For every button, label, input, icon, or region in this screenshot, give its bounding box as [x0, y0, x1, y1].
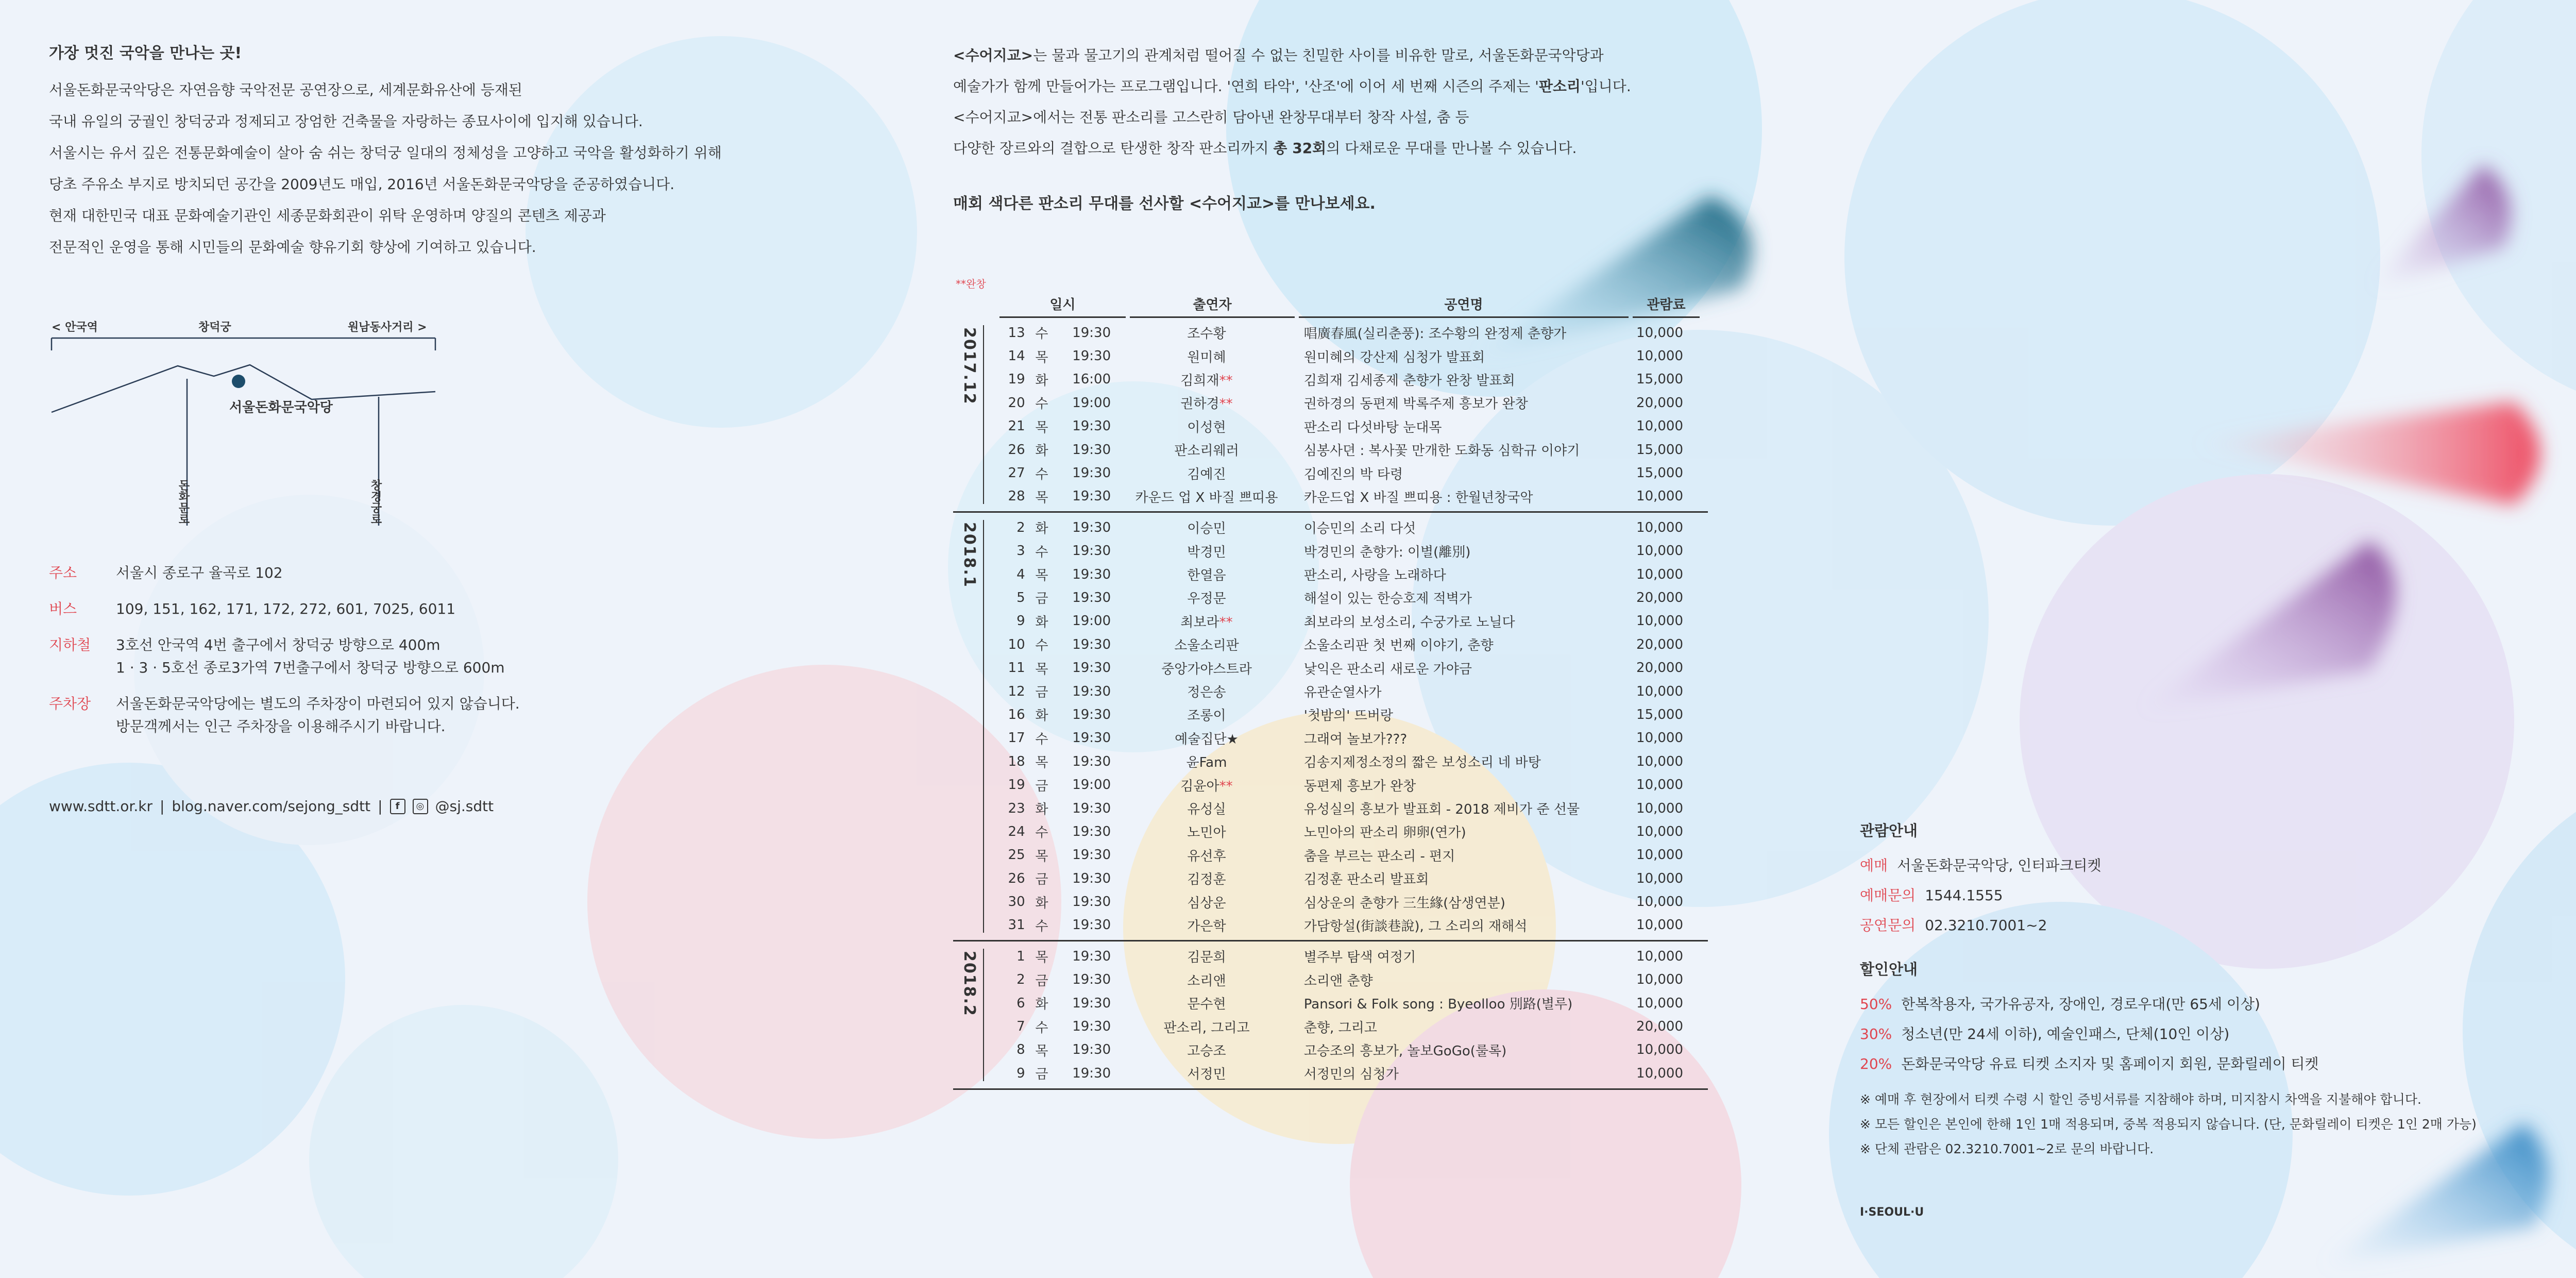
schedule-row: [953, 914, 1708, 937]
cell-show-title: 김정훈 판소리 발표회: [1303, 872, 1429, 888]
sponsor-logos: [1860, 1206, 2576, 1222]
cell-weekday: 목: [1035, 568, 1048, 584]
guide-row: 공연문의 02.3210.7001~2: [1860, 917, 2047, 934]
cell-price: 10,000: [1636, 325, 1684, 341]
cell-day: 9: [1016, 613, 1025, 629]
program-description: [953, 40, 1829, 164]
map-label-road1: 돈화문로: [177, 479, 190, 525]
cell-time: 19:00: [1072, 777, 1111, 793]
intro-line: 당초 주유소 부지로 방치되던 공간을 2009년도 매입, 2016년 서울돈화문국악당을 준공하였습니다.: [49, 176, 675, 193]
cell-weekday: 목: [1035, 419, 1048, 435]
cell-price: 10,000: [1636, 753, 1684, 769]
cell-performer: 김문희: [1187, 950, 1226, 966]
cell-time: 19:30: [1072, 995, 1111, 1011]
cell-time: 19:30: [1072, 683, 1111, 699]
intro-line: 서울돈화문국악당은 자연음향 국악전문 공연장으로, 세계문화유산에 등재된: [49, 81, 522, 98]
cell-price: 15,000: [1636, 465, 1684, 481]
schedule-row: [953, 1062, 1708, 1085]
header-show: 공연명: [1299, 294, 1629, 318]
cell-performer: 이승민: [1187, 521, 1226, 537]
cell-performer: 정은송: [1187, 685, 1226, 701]
cell-show-title: 그래여 놀보가???: [1303, 731, 1408, 747]
desc-line: <수어지교>에서는 전통 판소리를 고스란히 담아낸 완창무대부터 창작 사설, 춤 등: [953, 109, 1469, 126]
cell-show-title: 심상운의 춘향가 三生緣(삼생연분): [1303, 895, 1505, 911]
cell-price: 20,000: [1636, 1019, 1684, 1035]
schedule-row: [953, 321, 1708, 344]
cell-day: 10: [1008, 636, 1025, 652]
cell-day: 24: [1008, 823, 1025, 839]
cell-time: 19:30: [1072, 519, 1111, 535]
schedule-table: [953, 291, 1708, 1090]
cell-price: 15,000: [1636, 442, 1684, 458]
cell-price: 10,000: [1636, 683, 1684, 699]
cell-performer: 가은학: [1187, 918, 1226, 934]
ticket-guide: [1860, 819, 2530, 1162]
cell-weekday: 목: [1035, 848, 1048, 864]
venue-marker: [232, 375, 245, 388]
cell-performer: 최보라**: [1180, 614, 1233, 630]
cell-performer: 김예진: [1187, 466, 1226, 482]
desc-line: 예술가가 함께 만들어가는 프로그램입니다. '연희 타악', '산조'에 이어 세 번째 시즌의 주제는 '판소리'입니다.: [953, 78, 1631, 95]
cell-day: 27: [1008, 465, 1025, 481]
cell-day: 13: [1008, 325, 1025, 341]
header-price: 관람료: [1633, 294, 1700, 318]
cell-performer: 소리앤: [1187, 973, 1226, 989]
cell-show-title: 가담항설(街談巷說), 그 소리의 재해석: [1303, 918, 1528, 934]
cell-price: 10,000: [1636, 948, 1684, 964]
cell-price: 10,000: [1636, 730, 1684, 746]
map-label-wonnam: 원남동사거리 >: [348, 321, 427, 334]
cell-time: 19:30: [1072, 800, 1111, 816]
cell-performer: 이성현: [1187, 419, 1226, 435]
schedule-row: [953, 368, 1708, 391]
cell-show-title: 별주부 탐색 여정기: [1303, 950, 1416, 966]
cell-weekday: 금: [1035, 872, 1048, 888]
schedule-row: [953, 750, 1708, 773]
cell-time: 19:00: [1072, 395, 1111, 411]
cell-price: 10,000: [1636, 348, 1684, 364]
cell-weekday: 화: [1035, 708, 1048, 724]
cell-time: 19:30: [1072, 465, 1111, 481]
cell-show-title: 카운드업 X 바질 쁘띠용 : 한월년창국악: [1303, 490, 1533, 506]
cell-performer: 유선후: [1187, 848, 1226, 864]
month-label: 2017.12: [960, 327, 978, 405]
month-label: 2018.1: [960, 522, 978, 588]
iseoulu-logo: I·SEOUL·U: [1860, 1206, 1924, 1219]
cell-time: 19:30: [1072, 1019, 1111, 1035]
cell-performer: 김윤아**: [1180, 778, 1233, 794]
cell-price: 10,000: [1636, 1065, 1684, 1081]
schedule-row: [953, 344, 1708, 367]
cell-price: 10,000: [1636, 917, 1684, 933]
guide-row: 예매문의 1544.1555: [1860, 887, 2003, 904]
cell-weekday: 수: [1035, 638, 1048, 654]
cell-show-title: 소울소리판 첫 번째 이야기, 춘향: [1303, 638, 1494, 654]
schedule-row: [953, 415, 1708, 438]
cell-weekday: 금: [1035, 685, 1048, 701]
guide-note: ※ 예매 후 현장에서 티켓 수령 시 할인 증빙서류를 지참해야 하며, 미지참시 차액을 지불해야 합니다.: [1860, 1092, 2421, 1107]
cell-show-title: 김희재 김세종제 춘향가 완창 발표회: [1303, 373, 1515, 389]
intro-title: 가장 멋진 국악을 만나는 곳!: [49, 44, 242, 62]
cell-day: 2: [1016, 519, 1025, 535]
contact-links: www.sdtt.or.kr | blog.naver.com/sejong_sdtt | f ◎ @sj.sdtt: [49, 798, 494, 815]
cell-day: 21: [1008, 418, 1025, 434]
cell-price: 10,000: [1636, 870, 1684, 886]
cell-time: 19:30: [1072, 823, 1111, 839]
schedule-row: [953, 586, 1708, 609]
cell-weekday: 화: [1035, 997, 1048, 1013]
cell-show-title: 원미혜의 강산제 심청가 발표회: [1303, 349, 1485, 365]
intro-line: 전문적인 운영을 통해 시민들의 문화예술 향유기회 향상에 기여하고 있습니다.: [49, 239, 536, 256]
cell-day: 12: [1008, 683, 1025, 699]
cell-weekday: 화: [1035, 895, 1048, 911]
cell-time: 19:30: [1072, 489, 1111, 505]
cell-price: 10,000: [1636, 489, 1684, 505]
schedule-body: [953, 318, 1708, 1090]
cell-time: 19:30: [1072, 543, 1111, 559]
cell-price: 10,000: [1636, 995, 1684, 1011]
cell-performer: 서정민: [1187, 1067, 1226, 1083]
cell-show-title: '첫밤의' 뜨버랑: [1303, 708, 1394, 724]
schedule-row: [953, 656, 1708, 679]
cell-time: 19:30: [1072, 847, 1111, 863]
schedule-month-block: [953, 318, 1708, 513]
cell-weekday: 수: [1035, 396, 1048, 412]
month-label: 2018.2: [960, 951, 978, 1017]
cell-performer: 한열음: [1187, 568, 1226, 584]
desc-line: <수어지교>는 물과 물고기의 관계처럼 떨어질 수 없는 친밀한 사이를 비유한 말로, 서울돈화문국악당과: [953, 47, 1604, 64]
facebook-icon[interactable]: f: [390, 799, 405, 814]
cell-weekday: 목: [1035, 950, 1048, 966]
cell-performer: 조롱이: [1187, 708, 1226, 724]
cell-weekday: 목: [1035, 349, 1048, 365]
cell-day: 19: [1008, 777, 1025, 793]
schedule-row: [953, 1038, 1708, 1062]
cell-show-title: 춘향, 그리고: [1303, 1020, 1377, 1036]
cell-show-title: 소리앤 춘향: [1303, 973, 1373, 989]
cell-day: 4: [1016, 566, 1025, 582]
schedule-month-block: [953, 513, 1708, 941]
cell-show-title: 이승민의 소리 다섯: [1303, 521, 1416, 537]
cell-time: 19:30: [1072, 418, 1111, 434]
cell-time: 19:30: [1072, 917, 1111, 933]
cell-performer: 권하경**: [1180, 396, 1233, 412]
cell-day: 17: [1008, 730, 1025, 746]
header-performer: 출연자: [1130, 294, 1295, 318]
discount-row: 50% 한복착용자, 국가유공자, 장애인, 경로우대(만 65세 이상): [1860, 996, 2260, 1013]
intro-line: 국내 유일의 궁궐인 창덕궁과 정제되고 장엄한 건축물을 자랑하는 종묘사이에 입지해 있습니다.: [49, 113, 643, 130]
cell-price: 20,000: [1636, 660, 1684, 676]
cell-day: 7: [1016, 1019, 1025, 1035]
cell-show-title: 최보라의 보성소리, 수궁가로 노닐다: [1303, 614, 1515, 630]
schedule-row: [953, 820, 1708, 843]
cell-time: 19:30: [1072, 325, 1111, 341]
cell-performer: 판소리, 그리고: [1163, 1020, 1250, 1036]
cell-show-title: 판소리, 사랑을 노래하다: [1303, 568, 1446, 584]
cell-day: 20: [1008, 395, 1025, 411]
cell-weekday: 금: [1035, 591, 1048, 607]
schedule-row: [953, 485, 1708, 508]
cell-weekday: 화: [1035, 521, 1048, 537]
cell-day: 1: [1016, 948, 1025, 964]
schedule-row: [953, 797, 1708, 820]
cell-weekday: 화: [1035, 614, 1048, 630]
cell-show-title: 김송지제정소정의 짧은 보성소리 네 바탕: [1303, 755, 1541, 771]
cell-weekday: 수: [1035, 466, 1048, 482]
cell-show-title: 유관순열사가: [1303, 685, 1382, 701]
cell-day: 6: [1016, 995, 1025, 1011]
schedule-row: [953, 867, 1708, 890]
cell-price: 10,000: [1636, 1042, 1684, 1058]
cell-performer: 박경민: [1187, 544, 1226, 560]
cell-performer: 카운드 업 X 바질 쁘띠용: [1135, 490, 1278, 506]
schedule-row: [953, 563, 1708, 586]
map-label-changdeokgung: 창덕궁: [198, 321, 231, 334]
schedule-row: [953, 703, 1708, 726]
schedule-row: [953, 610, 1708, 633]
cell-time: 19:30: [1072, 1042, 1111, 1058]
access-info: [49, 562, 796, 751]
schedule-row: [953, 773, 1708, 796]
desc-line: 다양한 장르와의 결합으로 탄생한 창작 판소리까지 총 32회의 다채로운 무대를 만나볼 수 있습니다.: [953, 140, 1577, 157]
cell-show-title: 노민아의 판소리 卵卵(연가): [1303, 825, 1466, 841]
cell-weekday: 목: [1035, 661, 1048, 677]
cell-price: 10,000: [1636, 519, 1684, 535]
cell-day: 11: [1008, 660, 1025, 676]
guide-note: ※ 모든 할인은 본인에 한해 1인 1매 적용되며, 중복 적용되지 않습니다. (단, 문화릴레이 티켓은 1인 2매 가능): [1860, 1117, 2477, 1132]
cell-show-title: 김예진의 박 타령: [1303, 466, 1403, 482]
guide-title: 관람안내: [1860, 822, 1918, 839]
cell-weekday: 수: [1035, 1020, 1048, 1036]
cell-weekday: 금: [1035, 973, 1048, 989]
schedule-row: [953, 516, 1708, 539]
cell-show-title: 唱廣春風(실리춘풍): 조수황의 완정제 춘향가: [1303, 326, 1567, 342]
cell-price: 10,000: [1636, 800, 1684, 816]
cell-weekday: 수: [1035, 918, 1048, 934]
cell-performer: 김희재**: [1180, 373, 1233, 389]
cell-price: 15,000: [1636, 707, 1684, 722]
cell-price: 10,000: [1636, 972, 1684, 988]
cell-day: 19: [1008, 372, 1025, 388]
schedule-row: [953, 945, 1708, 968]
blog-link[interactable]: blog.naver.com/sejong_sdtt: [172, 798, 371, 815]
cell-price: 10,000: [1636, 566, 1684, 582]
schedule-legend: **완창: [956, 278, 986, 290]
cell-weekday: 수: [1035, 544, 1048, 560]
cell-day: 3: [1016, 543, 1025, 559]
schedule-row: [953, 438, 1708, 461]
schedule-month-block: [953, 941, 1708, 1089]
schedule-header: [953, 291, 1708, 318]
cell-performer: 심상운: [1187, 895, 1226, 911]
instagram-icon[interactable]: ◎: [413, 799, 428, 814]
guide-row: 예매 서울돈화문국악당, 인터파크티켓: [1860, 857, 2102, 874]
cell-show-title: 해설이 있는 한승호제 적벽가: [1303, 591, 1472, 607]
cell-day: 8: [1016, 1042, 1025, 1058]
cell-price: 15,000: [1636, 372, 1684, 388]
cell-performer: 소울소리판: [1174, 638, 1239, 654]
info-row-subway: 지하철 3호선 안국역 4번 출구에서 창덕궁 방향으로 400m 1 · 3 · 5호선 종로3가역 7번출구에서 창덕궁 방향으로 600m: [49, 636, 505, 676]
discount-title: 할인안내: [1860, 961, 1918, 978]
schedule-row: [953, 680, 1708, 703]
cell-show-title: 유성실의 흥보가 발표회 - 2018 제비가 준 선물: [1303, 802, 1580, 817]
cell-show-title: 낯익은 판소리 새로운 가야금: [1303, 661, 1472, 677]
cell-show-title: 고승조의 흥보가, 놀보GoGo(룰록): [1303, 1043, 1507, 1059]
cell-performer: 김정훈: [1187, 872, 1226, 888]
cell-price: 10,000: [1636, 613, 1684, 629]
cell-price: 10,000: [1636, 543, 1684, 559]
cell-show-title: 박경민의 춘향가: 이별(離別): [1303, 544, 1471, 560]
cell-performer: 유성실: [1187, 802, 1226, 817]
cell-performer: 중앙가야스트라: [1161, 661, 1252, 677]
cell-day: 26: [1008, 870, 1025, 886]
cell-price: 20,000: [1636, 590, 1684, 606]
cell-show-title: 서정민의 심청가: [1303, 1067, 1399, 1083]
cell-weekday: 수: [1035, 326, 1048, 342]
cell-time: 19:30: [1072, 894, 1111, 910]
schedule-row: [953, 391, 1708, 414]
map-label-venue: 서울돈화문국악당: [229, 400, 333, 415]
cell-show-title: 권하경의 동편제 박록주제 흥보가 완창: [1303, 396, 1528, 412]
cell-show-title: 춤을 부르는 판소리 - 편지: [1303, 848, 1455, 864]
cell-day: 18: [1008, 753, 1025, 769]
cell-weekday: 목: [1035, 1043, 1048, 1059]
cell-time: 19:30: [1072, 948, 1111, 964]
cell-day: 30: [1008, 894, 1025, 910]
schedule-row: [953, 540, 1708, 563]
map-label-anguk: < 안국역: [52, 321, 98, 334]
guide-note: ※ 단체 관람은 02.3210.7001~2로 문의 바랍니다.: [1860, 1141, 2154, 1156]
cell-performer: 예술집단★: [1175, 731, 1239, 747]
cell-day: 5: [1016, 590, 1025, 606]
cell-time: 19:00: [1072, 613, 1111, 629]
cell-time: 19:30: [1072, 636, 1111, 652]
cell-performer: 우정문: [1187, 591, 1226, 607]
cell-day: 2: [1016, 972, 1025, 988]
location-map: [44, 309, 446, 526]
cell-time: 19:30: [1072, 566, 1111, 582]
cell-performer: 판소리웨러: [1174, 443, 1239, 459]
cell-day: 23: [1008, 800, 1025, 816]
schedule-row: [953, 633, 1708, 656]
schedule-row: [953, 991, 1708, 1015]
cell-performer: 문수현: [1187, 997, 1226, 1013]
discount-row: 20% 돈화문국악당 유료 티켓 소지자 및 홈페이지 회원, 문화릴레이 티켓: [1860, 1055, 2319, 1072]
info-row-bus: 버스 109, 151, 162, 171, 172, 272, 601, 7025, 6011: [49, 600, 456, 617]
cell-price: 10,000: [1636, 823, 1684, 839]
cell-weekday: 목: [1035, 490, 1048, 506]
info-row-address: 주소 서울시 종로구 율곡로 102: [49, 564, 283, 581]
cell-price: 10,000: [1636, 777, 1684, 793]
cell-day: 25: [1008, 847, 1025, 863]
info-row-parking: 주차장 서울돈화문국악당에는 별도의 주차장이 마련되어 있지 않습니다. 방문객께서는 인근 주차장을 이용해주시기 바랍니다.: [49, 695, 520, 735]
schedule-row: [953, 461, 1708, 484]
intro-line: 현재 대한민국 대표 문화예술기관인 세종문화회관이 위탁 운영하며 양질의 콘텐츠 제공과: [49, 207, 606, 224]
cell-price: 20,000: [1636, 395, 1684, 411]
cell-weekday: 화: [1035, 373, 1048, 389]
cell-time: 19:30: [1072, 730, 1111, 746]
cell-time: 19:30: [1072, 348, 1111, 364]
schedule-row: [953, 968, 1708, 991]
cell-weekday: 수: [1035, 825, 1048, 841]
schedule-row: [953, 727, 1708, 750]
cell-performer: 윤Fam: [1186, 755, 1227, 771]
social-handle[interactable]: @sj.sdtt: [435, 798, 494, 815]
intro-line: 서울시는 유서 깊은 전통문화예술이 살아 숨 쉬는 창덕궁 일대의 정체성을 고양하고 국악을 활성화하기 위해: [49, 144, 722, 161]
cell-time: 19:30: [1072, 707, 1111, 722]
cell-performer: 노민아: [1187, 825, 1226, 841]
cell-weekday: 화: [1035, 802, 1048, 817]
program-highlight: 매회 색다른 판소리 무대를 선사할 <수어지교>를 만나보세요.: [953, 195, 1376, 213]
cell-time: 19:30: [1072, 972, 1111, 988]
cell-price: 10,000: [1636, 894, 1684, 910]
website-link[interactable]: www.sdtt.or.kr: [49, 798, 152, 815]
schedule-row: [953, 890, 1708, 913]
cell-day: 9: [1016, 1065, 1025, 1081]
map-label-road2: 창경궁로: [369, 479, 382, 525]
cell-weekday: 금: [1035, 1067, 1048, 1083]
cell-performer: 원미혜: [1187, 349, 1226, 365]
cell-time: 19:30: [1072, 1065, 1111, 1081]
discount-row: 30% 청소년(만 24세 이하), 예술인패스, 단체(10인 이상): [1860, 1025, 2230, 1042]
cell-time: 19:30: [1072, 660, 1111, 676]
header-date: 일시: [999, 294, 1126, 318]
cell-time: 19:30: [1072, 870, 1111, 886]
cell-show-title: 심봉사뎐 : 복사꽃 만개한 도화동 심학규 이야기: [1303, 443, 1580, 459]
cell-price: 10,000: [1636, 847, 1684, 863]
cell-show-title: 판소리 다섯바탕 눈대목: [1303, 419, 1442, 435]
cell-day: 31: [1008, 917, 1025, 933]
cell-day: 26: [1008, 442, 1025, 458]
cell-weekday: 목: [1035, 755, 1048, 771]
cell-show-title: 동편제 흥보가 완창: [1303, 778, 1416, 794]
cell-performer: 고승조: [1187, 1043, 1226, 1059]
cell-performer: 조수황: [1187, 326, 1226, 342]
cell-weekday: 금: [1035, 778, 1048, 794]
cell-time: 19:30: [1072, 442, 1111, 458]
schedule-row: [953, 1015, 1708, 1038]
cell-price: 20,000: [1636, 636, 1684, 652]
schedule-row: [953, 844, 1708, 867]
cell-show-title: Pansori & Folk song : Byeolloo 別路(별루): [1303, 997, 1573, 1013]
cell-time: 16:00: [1072, 372, 1111, 388]
cell-time: 19:30: [1072, 753, 1111, 769]
cell-day: 14: [1008, 348, 1025, 364]
cell-price: 10,000: [1636, 418, 1684, 434]
cell-weekday: 수: [1035, 731, 1048, 747]
cell-day: 16: [1008, 707, 1025, 722]
cell-day: 28: [1008, 489, 1025, 505]
intro-section: [49, 40, 822, 263]
cell-time: 19:30: [1072, 590, 1111, 606]
cell-weekday: 화: [1035, 443, 1048, 459]
map-roads: [44, 309, 446, 526]
